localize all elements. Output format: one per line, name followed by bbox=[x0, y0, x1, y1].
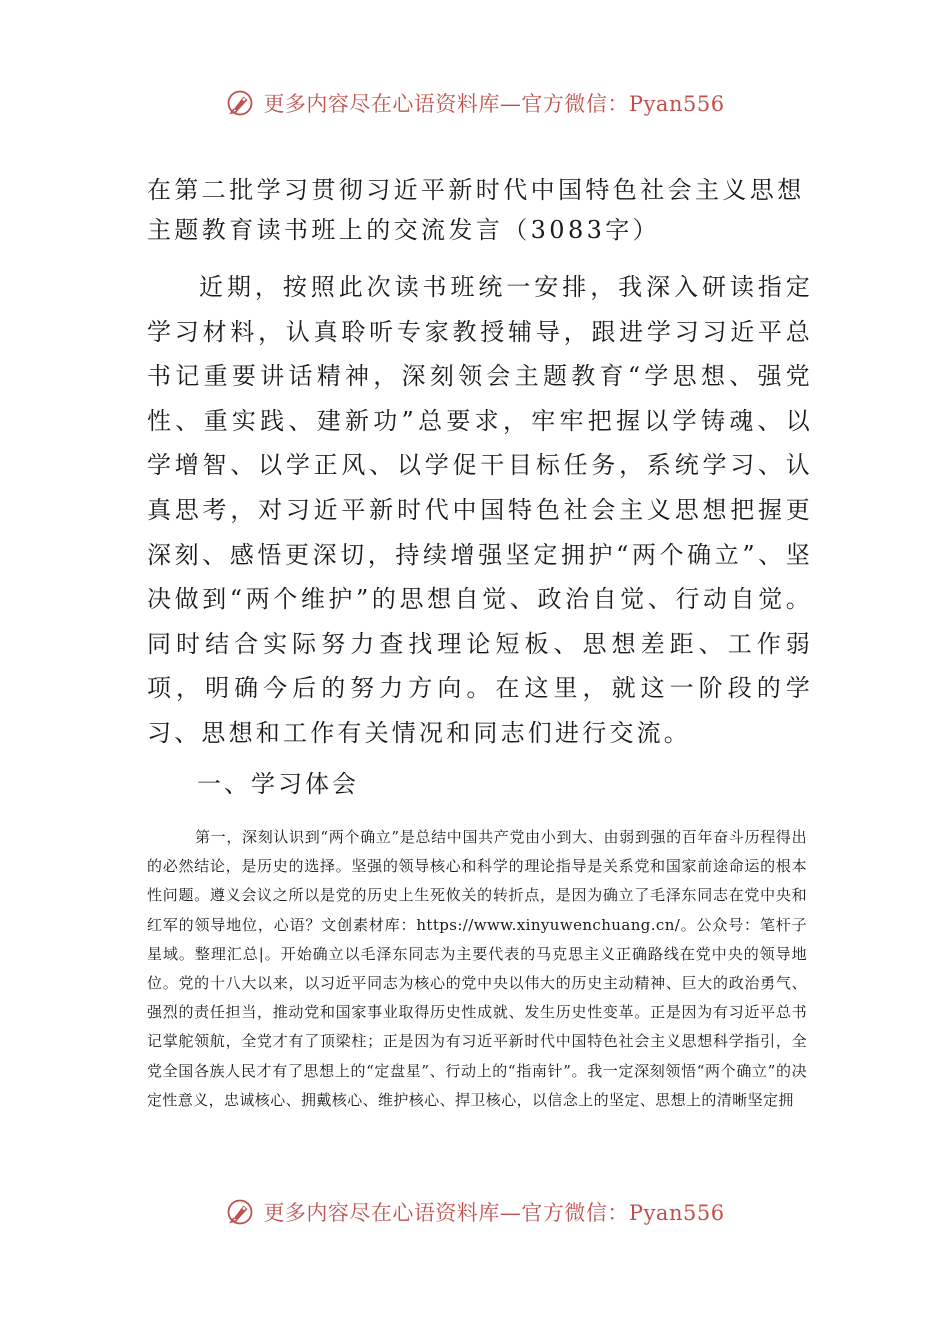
watermark-text: 更多内容尽在心语资料库—官方微信：Pyan556 bbox=[263, 1201, 725, 1225]
watermark-banner-top bbox=[0, 83, 950, 123]
document-title: 在第二批学习贯彻习近平新时代中国特色社会主义思想主题教育读书班上的交流发言（3083字） bbox=[147, 176, 805, 244]
section-heading: 一、学习体会 bbox=[197, 770, 359, 798]
section-body-paragraph: 第一，深刻认识到“两个确立”是总结中国共产党由小到大、由弱到强的百年奋斗历程得出的必然结论，是历史的选择。坚强的领导核心和科学的理论指导是关系党和国家前途命运的根本性问题。遵义会议之所以是党的历史上生死攸关的转折点，是因为确立了毛泽东同志在党中央和红军的领导地位，心语？文创素材库：https://www.xinyuwenchuang.cn/。公众号：笔杆子星域。整理汇总|。开始确立以毛泽东同志为主要代表的马克思主义正确路线在党中央的领导地位。党的十八大以来，以习近平同志为核心的党中央以伟大的历史主动精神、巨大的政治勇气、强烈的责任担当，推动党和国家事业取得历史性成就、发生历史性变革。正是因为有习近平总书记掌舵领航，全党才有了顶梁柱；正是因为有习近平新时代中国特色社会主义思想科学指引，全党全国各族人民才有了思想上的“定盘星”、行动上的“指南针”。我一定深刻领悟“两个确立”的决定性意义，忠诚核心、拥戴核心、维护核心、捍卫核心，以信念上的坚定、思想上的清晰坚定拥 bbox=[147, 828, 807, 1109]
pen-nib-logo-icon bbox=[225, 1197, 255, 1227]
intro-paragraph: 近期，按照此次读书班统一安排，我深入研读指定学习材料，认真聆听专家教授辅导，跟进学习习近平总书记重要讲话精神，深刻领会主题教育“学思想、强党性、重实践、建新功”总要求，牢牢把握以学铸魂、以学增智、以学正风、以学促干目标任务，系统学习、认真思考，对习近平新时代中国特色社会主义思想把握更深刻、感悟更深切，持续增强坚定拥护“两个确立”、坚决做到“两个维护”的思想自觉、政治自觉、行动自觉。同时结合实际努力查找理论短板、思想差距、工作弱项，明确今后的努力方向。在这里，就这一阶段的学习、思想和工作有关情况和同志们进行交流。 bbox=[147, 273, 813, 747]
watermark-banner-bottom bbox=[0, 1192, 950, 1232]
watermark-text: 更多内容尽在心语资料库—官方微信：Pyan556 bbox=[263, 92, 725, 116]
pen-nib-logo-icon bbox=[225, 88, 255, 118]
